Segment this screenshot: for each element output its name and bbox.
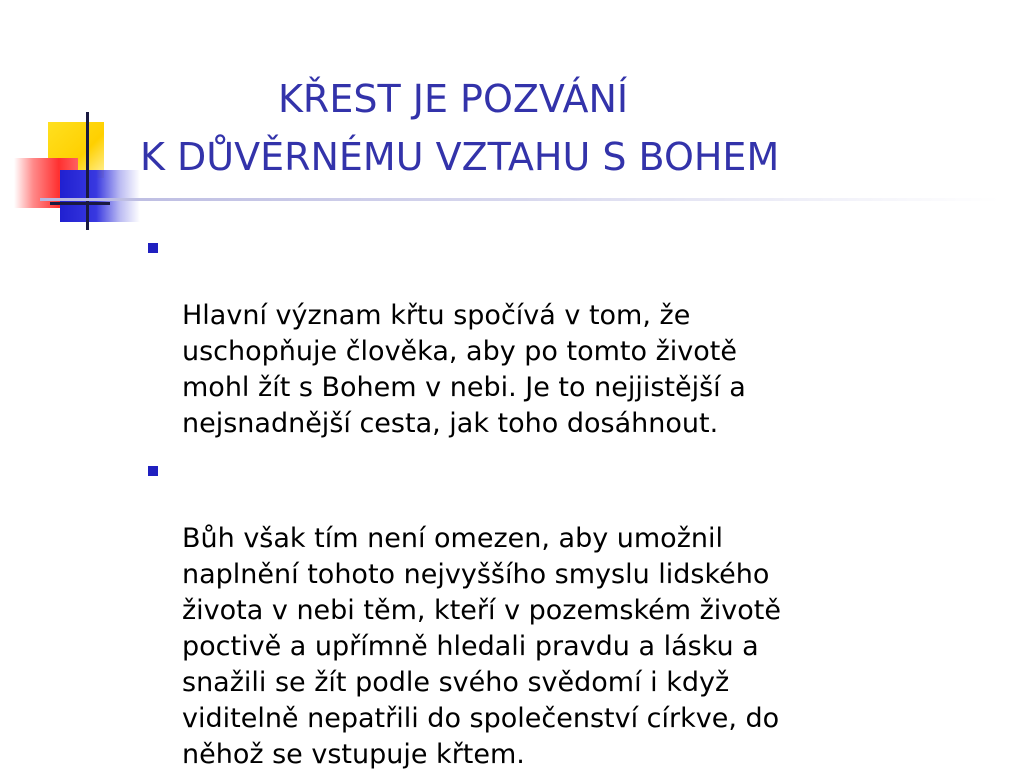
- square-bullet-icon: [148, 466, 158, 476]
- decorative-squares-logo: [0, 100, 150, 240]
- title-line-1: KŘEST JE POZVÁNÍ: [278, 77, 629, 121]
- title-line-2: K DŮVĚRNÉMU VZTAHU S BOHEM: [140, 135, 780, 179]
- bullet-text: Bůh však tím není omezen, aby umožnil naplnění tohoto nejvyššího smyslu lidského života v nebi těm, kteří v pozemském životě poctivě a upřímně hledali pravdu a lásku a snažili se žít podle svého svědomí i když viditelně nepatřili do společenství církve, do něhož se vstupuje křtem.: [182, 523, 781, 770]
- bullet-list: [140, 226, 980, 780]
- blue-square: [60, 170, 140, 222]
- title-divider: [40, 198, 1000, 201]
- horizontal-line: [50, 202, 110, 205]
- square-bullet-icon: [148, 243, 158, 253]
- slide-title: [140, 70, 1000, 186]
- vertical-line: [86, 112, 89, 230]
- bullet-text: Hlavní význam křtu spočívá v tom, že uschopňuje člověka, aby po tomto životě mohl žít s Bohem v nebi. Je to nejjistější a nejsnadnější cesta, jak toho dosáhnout.: [182, 300, 746, 439]
- bullet-item: [140, 449, 980, 773]
- bullet-item: [140, 226, 980, 442]
